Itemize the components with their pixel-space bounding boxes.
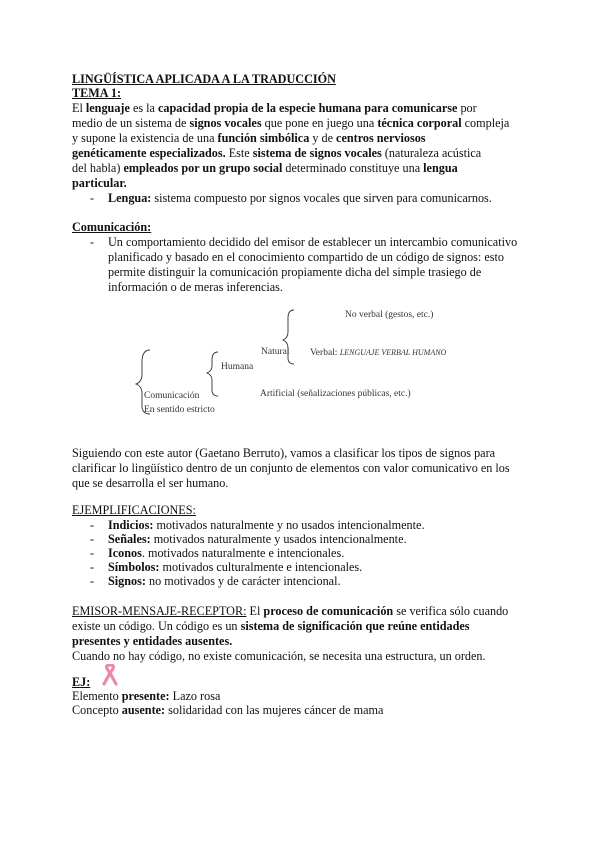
ejemplificaciones-heading: EJEMPLIFICACIONES: xyxy=(72,503,196,517)
document-title: LINGÜÍSTICA APLICADA A LA TRADUCCIÓN xyxy=(72,72,336,86)
p1-line-3: y supone la existencia de una función simbólica y de centros nerviosos xyxy=(72,131,426,145)
p1-line-5: del habla) empleados por un grupo social determinado constituye una lengua xyxy=(72,161,458,175)
bullet-dash: - xyxy=(90,574,95,588)
comunicacion-line-2: planificado y basado en el conocimiento compartido de un código de signos: esto xyxy=(108,250,504,264)
ej-line-2: Concepto ausente: solidaridad con las mujeres cáncer de mama xyxy=(72,703,384,717)
diagram-root-label: Comunicación xyxy=(144,391,200,401)
diagram-humana: Humana xyxy=(221,362,254,372)
lengua-definition: Lengua: sistema compuesto por signos vocales que sirven para comunicarnos. xyxy=(108,191,492,205)
diagram-natural: Natural xyxy=(261,347,290,357)
diagram-artificial: Artificial (señalizaciones públicas, etc.) xyxy=(260,389,411,399)
list-item: Signos: no motivados y de carácter intencional. xyxy=(108,574,341,588)
p1-line-2: medio de un sistema de signos vocales que pone en juego una técnica corporal compleja xyxy=(72,116,510,130)
bullet-dash: - xyxy=(90,518,95,532)
tema-heading: TEMA 1: xyxy=(72,86,122,100)
emisor-line-2: existe un código. Un código es un sistema de significación que reúne entidades xyxy=(72,619,470,633)
p2-line-2: clarificar lo lingüístico dentro de un conjunto de elementos con valor comunicativo en los xyxy=(72,461,510,475)
list-item: Iconos. motivados naturalmente e intencionales. xyxy=(108,546,345,560)
bullet-dash: - xyxy=(90,191,95,205)
list-item: Indicios: motivados naturalmente y no usados intencionalmente. xyxy=(108,518,425,532)
diagram-no-verbal: No verbal (gestos, etc.) xyxy=(345,310,434,320)
emisor-line-4: Cuando no hay código, no existe comunicación, se necesita una estructura, un orden. xyxy=(72,649,486,663)
emisor-heading: EMISOR-MENSAJE-RECEPTOR: xyxy=(72,604,247,618)
bullet-dash: - xyxy=(90,235,95,249)
bullet-dash: - xyxy=(90,560,95,574)
comunicacion-line-3: permite distinguir la comunicación propiamente dicha del simple trasiego de xyxy=(108,265,482,279)
list-item: Señales: motivados naturalmente y usados intencionalmente. xyxy=(108,532,407,546)
p2-line-3: que se desarrolla el ser humano. xyxy=(72,476,229,490)
emisor-line-3: presentes y entidades ausentes. xyxy=(72,634,233,648)
p1-line-6: particular. xyxy=(72,176,127,190)
bullet-dash: - xyxy=(90,532,95,546)
p1-line-4: genéticamente especializados. Este sistema de signos vocales (naturaleza acústica xyxy=(72,146,482,160)
diagram-verbal: Verbal: LENGUAJE VERBAL HUMANO xyxy=(310,348,447,358)
bullet-dash: - xyxy=(90,546,95,560)
comunicacion-line-1: Un comportamiento decidido del emisor de establecer un intercambio comunicativo xyxy=(108,235,518,249)
emisor-line-1: EMISOR-MENSAJE-RECEPTOR: El proceso de comunicación se verifica sólo cuando xyxy=(72,604,509,618)
comunicacion-line-4: información o de meras inferencias. xyxy=(108,280,283,294)
diagram-root-sublabel: En sentido estricto xyxy=(144,405,215,415)
p2-line-1: Siguiendo con este autor (Gaetano Berruto), vamos a clasificar los tipos de signos para xyxy=(72,446,496,460)
pink-ribbon-icon xyxy=(101,664,119,686)
comunicacion-heading: Comunicación: xyxy=(72,220,152,234)
p1-line-1: El lenguaje es la capacidad propia de la especie humana para comunicarse por xyxy=(72,101,477,115)
ej-line-1: Elemento presente: Lazo rosa xyxy=(72,689,221,703)
ej-heading: EJ: xyxy=(72,675,91,689)
list-item: Símbolos: motivados culturalmente e intencionales. xyxy=(108,560,363,574)
classification-diagram xyxy=(130,300,460,420)
